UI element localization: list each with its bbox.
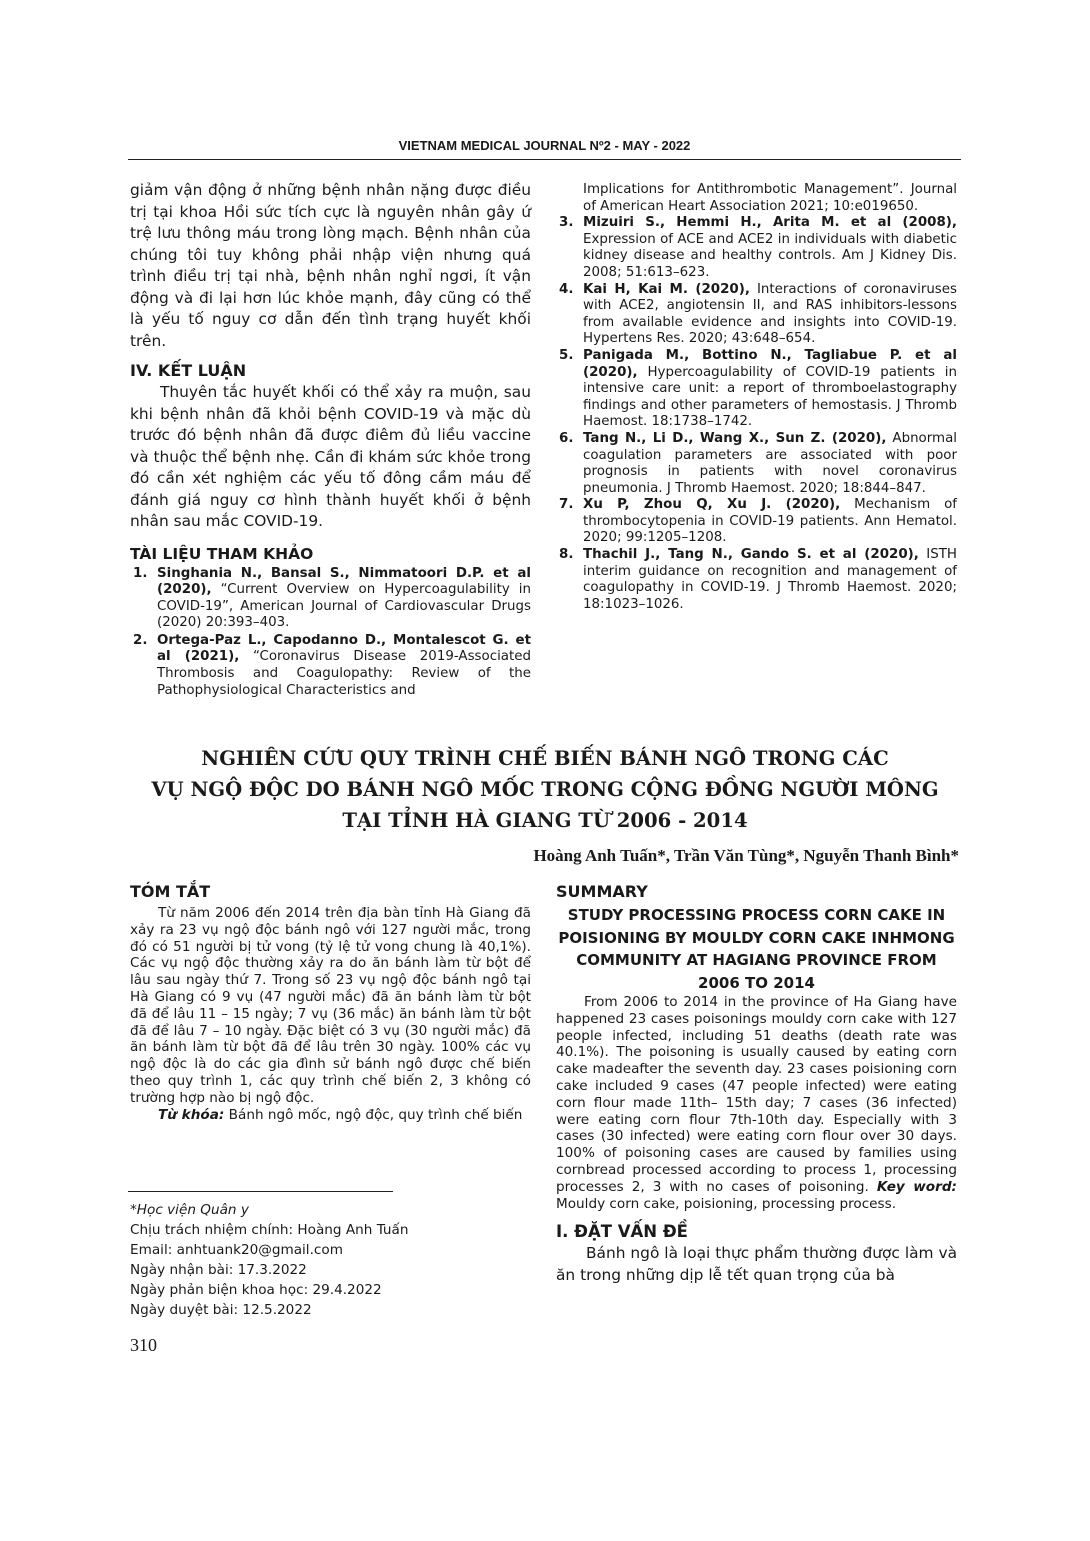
references-list-left [130,566,531,700]
footnote-accepted: Ngày duyệt bài: 12.5.2022 [130,1302,312,1318]
conclusion-paragraph: Thuyên tắc huyết khối có thể xảy ra muộn, sau khi bệnh nhân đã khỏi bệnh COVID-19 và mặc dù trước đó bệnh nhân đã được điêm đủ liều vaccine và thuộc thể bệnh nhẹ. Cần đi khám sức khỏe trong đó cần xét nghiệm các yếu tố đông cầm máu để đánh giá nguy cơ hình thành huyết khối ở bệnh nhân sau mắc COVID-19. [130,383,531,530]
reference-item: 2. Ortega-Paz L., Capodanno D., Montalescot G. et al (2021), “Coronavirus Disease 2019-Associated Thrombosis and Coagulopathy: Review of the Pathophysiological Characteristics and [133,632,531,698]
reference-item: 5. Panigada M., Bottino N., Tagliabue P. et al (2020), Hypercoagulability of COVID-19 patients in intensive care unit: a report of thromboelastography findings and other parameters of hemostasis. J Thromb Haemost. 18:1738–1742. [559,347,957,430]
footnote-reviewed: Ngày phản biện khoa học: 29.4.2022 [130,1282,382,1298]
footnote-responsible: Chịu trách nhiệm chính: Hoàng Anh Tuấn [130,1222,409,1238]
intro-text: Bánh ngô là loại thực phẩm thường được làm và ăn trong những dịp lễ tết quan trọng của bà [556,1244,957,1284]
reference-item-continued: Implications for Antithrombotic Management”. Journal of American Heart Association 2021; 10:e019650. [583,182,957,214]
footnote-email: Email: anhtuank20@gmail.com [130,1242,343,1258]
summary-text: From 2006 to 2014 in the province of Ha Giang have happened 23 cases poisonings mouldy corn cake with 127 people infected, including 51 deaths (death rate was 40.1%). The poisoning is usually caused by eating corn cake madeafter the seventh day. 23 cases poisioning corn cake included 9 cases (47 people infected) were eating corn flour made 11th– 15th day; 7 cases (36 infected) were eating corn flour 7th-10th day. Especially with 3 cases (30 infected) were eating corn flour over 30 days. 100% of poisoning cases are caused by families using cornbread processed according to process 1, processing processes 2, 3 with no cases of poisoning. Key word: Mouldy corn cake, poisioning, processing process. [556,994,957,1212]
footnote-divider [128,1191,393,1192]
summary-title: STUDY PROCESSING PROCESS CORN CAKE IN POISIONING BY MOULDY CORN CAKE INHMONG COMMUNITY AT HAGIANG PROVINCE FROM 2006 TO 2014 [558,906,955,992]
abstract-text: Từ năm 2006 đến 2014 trên địa bàn tỉnh Hà Giang đã xảy ra 23 vụ ngộ độc bánh ngô với 127 người mắc, trong đó có 51 người bị tử vong (tỷ lệ tử vong chung là 40,1%). Các vụ ngộ độc thường xảy ra do ăn bánh làm từ bột để lâu sau ngày thứ 7. Trong số 23 vụ ngộ độc bánh ngô tại Hà Giang có 9 vụ (47 người mắc) đã ăn bánh làm từ bột đã để lâu 11 – 15 ngày; 7 vụ (36 mắc) ăn bánh làm từ bột đã để lâu 7 – 10 ngày. Đặc biệt có 3 vụ (30 người mắc) đã ăn bánh làm từ bột đã để lâu trên 30 ngày. 100% các vụ ngộ độc là do các gia đình sử bánh ngô được chế biến theo quy trình 1, các quy trình chế biến 2, 3 không có trường hợp nào bị ngộ độc. [130,905,531,1106]
discussion-paragraph: giảm vận động ở những bệnh nhân nặng được điều trị tại khoa Hồi sức tích cực là nguyên nhân gây ứ trệ lưu thông máu trong lòng mạch. Bệnh nhân của chúng tôi tuy không phải nhập viện nhưng quá trình điều trị tại nhà, bệnh nhân nghỉ ngơi, ít vận động và đi lại hơn lúc khỏe mạnh, đây cũng có thể là yếu tố nguy cơ dẫn đến tình trạng huyết khối trên. [130,181,531,350]
abstract-keywords: Từ khóa: Bánh ngô mốc, ngộ độc, quy trình chế biến [158,1106,523,1123]
abstract-heading: TÓM TẮT [130,882,211,901]
footnote-affiliation: *Học viện Quân y [130,1202,249,1218]
journal-header: VIETNAM MEDICAL JOURNAL Nº2 - MAY - 2022 [398,138,691,153]
reference-item: 7. Xu P, Zhou Q, Xu J. (2020), Mechanism of thrombocytopenia in COVID-19 patients. Ann Hematol. 2020; 99:1205–1208. [559,497,957,546]
running-header [128,137,961,160]
conclusion-heading: IV. KẾT LUẬN [130,361,247,380]
article-title [130,743,960,836]
references-heading: TÀI LIỆU THAM KHẢO [130,544,314,563]
reference-item: 3. Mizuiri S., Hemmi H., Arita M. et al (2008), Expression of ACE and ACE2 in individuals with diabetic kidney disease and healthy controls. Am J Kidney Dis. 2008; 51:613–623. [559,215,957,280]
title-line: NGHIÊN CỨU QUY TRÌNH CHẾ BIẾN BÁNH NGÔ TRONG CÁC [201,747,889,770]
right-column-top [556,182,957,613]
summary-keywords-label: Key word: [876,1178,957,1195]
summary-heading: SUMMARY [556,882,648,901]
right-column-bottom [556,882,957,1286]
footnotes [130,1200,409,1320]
page-number: 310 [130,1335,157,1355]
intro-heading: I. ĐẶT VẤN ĐỀ [556,1222,688,1242]
title-line: VỤ NGỘ ĐỘC DO BÁNH NGÔ MỐC TRONG CỘNG ĐỒNG NGƯỜI MÔNG [151,778,939,801]
keywords-label: Từ khóa: [158,1106,225,1123]
left-column-top [130,180,531,699]
footnote-received: Ngày nhận bài: 17.3.2022 [130,1262,307,1278]
reference-item: 8. Thachil J., Tang N., Gando S. et al (2020), ISTH interim guidance on recognition and management of coagulopathy in COVID-19. J Thromb Haemost. 2020; 18:1023–1026. [559,547,957,612]
reference-item: 4. Kai H, Kai M. (2020), Interactions of coronaviruses with ACE2, angiotensin II, and RAS inhibitors-lessons from available evidence and insights into COVID-19. Hypertens Res. 2020; 43:648–654. [559,281,957,347]
article-authors: Hoàng Anh Tuấn*, Trần Văn Tùng*, Nguyễn Thanh Bình* [533,846,959,865]
reference-item: 6. Tang N., Li D., Wang X., Sun Z. (2020), Abnormal coagulation parameters are associated with poor prognosis in patients with novel coronavirus pneumonia. J Thromb Haemost. 2020; 18:844–847. [559,430,957,496]
left-column-bottom [130,882,531,1123]
reference-item: 1. Singhania N., Bansal S., Nimmatoori D.P. et al (2020), “Current Overview on Hypercoagulability in COVID-19”, American Journal of Cardiovascular Drugs (2020) 20:393–403. [133,565,531,631]
title-line: TẠI TỈNH HÀ GIANG TỪ 2006 - 2014 [342,809,748,832]
